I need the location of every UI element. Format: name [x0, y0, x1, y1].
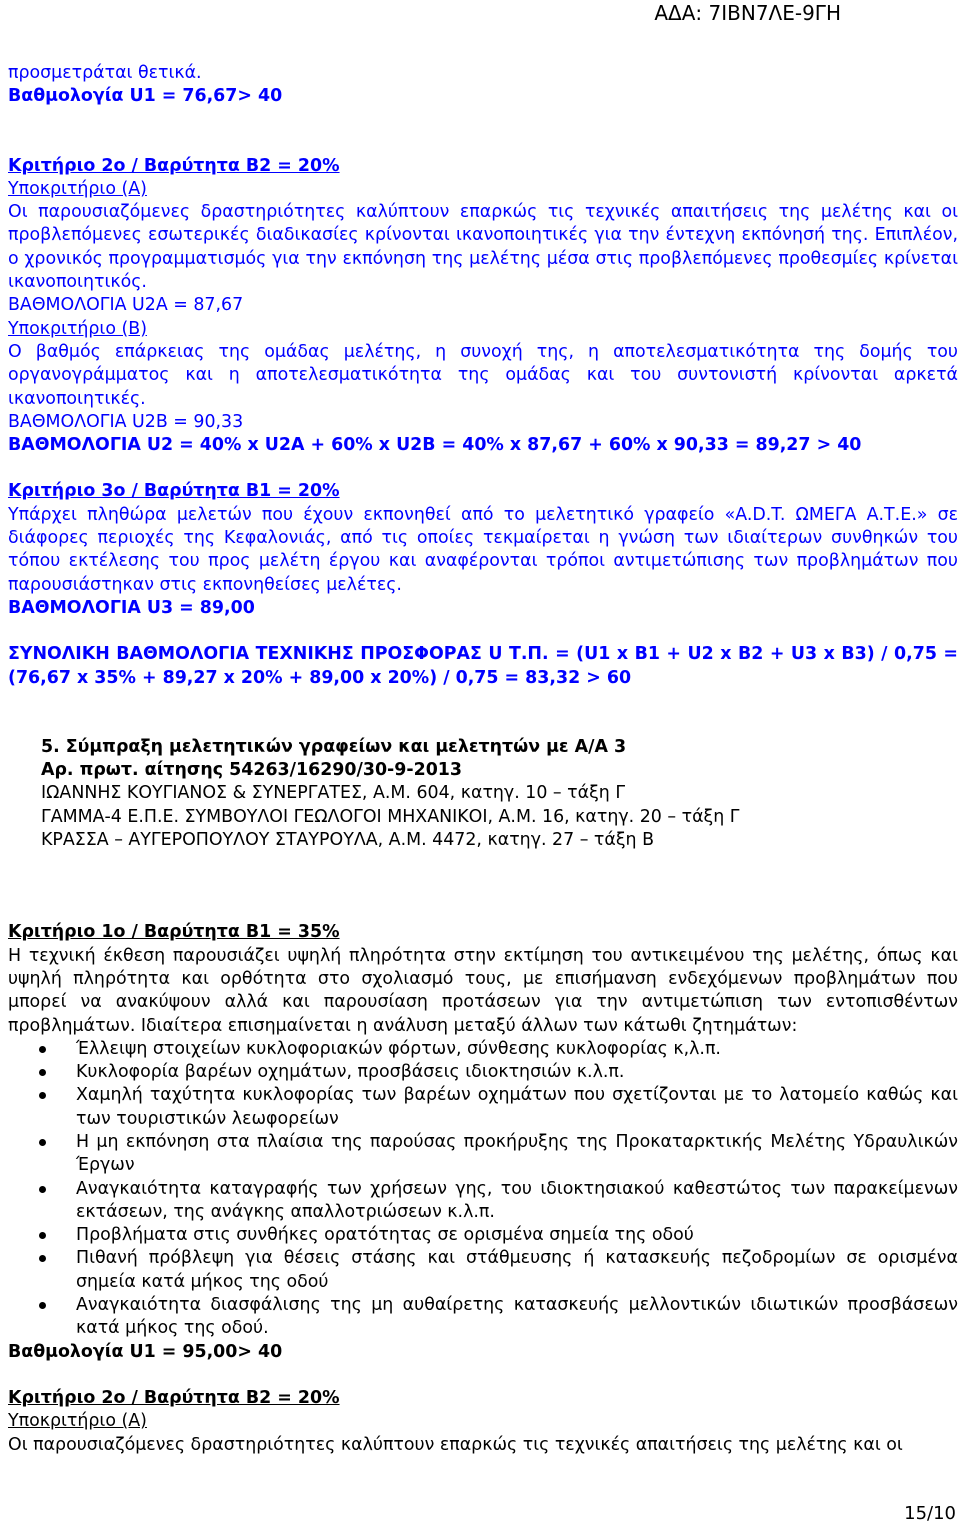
document-page	[8, 62, 958, 1457]
section-5-title: 5. Σύμπραξη μελετητικών γραφείων και μελετητών με Α/Α 3	[41, 736, 627, 757]
criterion-2-title: Κριτήριο 2ο / Βαρύτητα Β2 = 20%	[8, 155, 340, 176]
list-item: Αναγκαιότητα διασφάλισης της μη αυθαίρετης κατασκευής μελλοντικών ιδιωτικών προσβάσεων κατά μήκος της οδού.	[76, 1294, 958, 1341]
protocol-value: αίτησης 54263/16290/30-9-2013	[144, 760, 462, 781]
criterion-2-title-section5: Κριτήριο 2ο / Βαρύτητα Β2 = 20%	[8, 1387, 340, 1408]
score-u1-section5: Βαθμολογία U1 = 95,00> 40	[8, 1341, 283, 1362]
page-number: 15/10	[904, 1503, 956, 1524]
score-u2b: ΒΑΘΜΟΛΟΓΙΑ U2B = 90,33	[8, 411, 244, 432]
subcriterion-b-label: Υποκριτήριο (Β)	[8, 318, 147, 339]
subcriterion-b-text: Ο βαθμός επάρκειας της ομάδας μελέτης, η συνοχή της, η αποτελεσματικότητα της δομής του οργανογράμματος και η αποτελεσματικότητα της ομάδας και του συντονιστή κρίνονται αρκετά ικανοποιητικές.	[8, 341, 958, 409]
member-1: ΙΩΑΝΝΗΣ ΚΟΥΓΙΑΝΟΣ & ΣΥΝΕΡΓΑΤΕΣ, Α.Μ. 604, κατηγ. 10 – τάξη Γ	[41, 783, 626, 804]
criterion-1-text: Η τεχνική έκθεση παρουσιάζει υψηλή πληρότητα στην εκτίμηση του αντικειμένου της μελέτης, όπως και υψηλή πληρότητα και ορθότητα στο σχολιασμό τους, με επισήμανση ενδεχόμενων προβλημάτων που μπορεί να ανακύψουν αλλά και παρουσίαση προτάσεων για την αντιμετώπιση των εντοπισθέντων προβλημάτων. Ιδιαίτερα επισημαίνεται η ανάλυση μεταξύ άλλων των κάτωθι ζητημάτων:	[8, 945, 958, 1036]
subcriterion-a-text: Οι παρουσιαζόμενες δραστηριότητες καλύπτουν επαρκώς τις τεχνικές απαιτήσεις της μελέτης και οι προβλεπόμενες εσωτερικές διαδικασίες κρίνονται ικανοποιητικές για την έντεχνη εκπόνησή της. Επιπλέον, ο χρονικός προγραμματισμός για την εκπόνηση της μελέτης μέσα στις προβλεπόμενες προθεσμίες κρίνεται ικανοποιητικός.	[8, 202, 958, 293]
list-item: Αναγκαιότητα καταγραφής των χρήσεων γης, του ιδιοκτησιακού καθεστώτος των παρακείμενων εκτάσεων, της ανάγκης απαλλοτριώσεων κ.λ.π.	[76, 1178, 958, 1225]
protocol-label: Αρ. πρωτ.	[41, 760, 145, 781]
subcriterion-a-label-section5: Υποκριτήριο (Α)	[8, 1411, 147, 1432]
subcriterion-a-text-section5: Οι παρουσιαζόμενες δραστηριότητες καλύπτουν επαρκώς τις τεχνικές απαιτήσεις της μελέτης και οι	[8, 1434, 903, 1455]
list-item: Κυκλοφορία βαρέων οχημάτων, προσβάσεις ιδιοκτησιών κ.λ.π.	[76, 1061, 958, 1084]
member-3: ΚΡΑΣΣΑ – ΑΥΓΕΡΟΠΟΥΛΟΥ ΣΤΑΥΡΟΥΛΑ, Α.Μ. 4472, κατηγ. 27 – τάξη Β	[41, 830, 655, 851]
subcriterion-a-label: Υποκριτήριο (Α)	[8, 178, 147, 199]
criterion-3-title: Κριτήριο 3ο / Βαρύτητα Β1 = 20%	[8, 481, 340, 502]
protocol-line	[41, 759, 958, 782]
score-u2: ΒΑΘΜΟΛΟΓΙΑ U2 = 40% x U2A + 60% x U2B = 40% x 87,67 + 60% x 90,33 = 89,27 > 40	[8, 435, 862, 456]
score-u1: Βαθμολογία U1 = 76,67> 40	[8, 86, 283, 107]
issues-list	[8, 1038, 958, 1341]
list-item: Έλλειψη στοιχείων κυκλοφοριακών φόρτων, σύνθεσης κυκλοφορίας κ,λ.π.	[76, 1038, 958, 1061]
criterion-3-text: Υπάρχει πληθώρα μελετών που έχουν εκπονηθεί από το μελετητικό γραφείο «A.D.T. ΩΜΕΓΑ Α.Τ.Ε.» σε διάφορες περιοχές της Κεφαλονιάς, από τις οποίες τεκμαίρεται η γνώση των ιδιαίτερων συνθηκών του τόπου εκτέλεσης του προς μελέτη έργου και αναφέρονται τρόποι αντιμετώπισης των προβλημάτων που παρουσιάστηκαν στις εκπονηθείσες μελέτες.	[8, 504, 958, 595]
section-5-header	[8, 736, 958, 852]
total-technical-score: ΣΥΝΟΛΙΚΗ ΒΑΘΜΟΛΟΓΙΑ ΤΕΧΝΙΚΗΣ ΠΡΟΣΦΟΡΑΣ U Τ.Π. = (U1 x B1 + U2 x B2 + U3 x B3) / 0,75 = (76,67 x 35% + 89,27 x 20% + 89,00 x 20%) / 0,75 = 83,32 > 60	[8, 644, 958, 688]
list-item: Η μη εκπόνηση στα πλαίσια της παρούσας προκήρυξης της Προκαταρκτικής Μελέτης Υδραυλικών Έργων	[76, 1131, 958, 1178]
list-item: Προβλήματα στις συνθήκες ορατότητας σε ορισμένα σημεία της οδού	[76, 1224, 958, 1247]
list-item: Πιθανή πρόβλεψη για θέσεις στάσης και στάθμευσης ή κατασκευής πεζοδρομίων σε ορισμένα σημεία κατά μήκος της οδού	[76, 1247, 958, 1294]
criterion-1-title: Κριτήριο 1ο / Βαρύτητα Β1 = 35%	[8, 922, 340, 943]
list-item: Χαμηλή ταχύτητα κυκλοφορίας των βαρέων οχημάτων που σχετίζονται με το λατομείο καθώς και των τουριστικών λεωφορείων	[76, 1084, 958, 1131]
score-u2a: ΒΑΘΜΟΛΟΓΙΑ U2A = 87,67	[8, 295, 244, 316]
score-u3: ΒΑΘΜΟΛΟΓΙΑ U3 = 89,00	[8, 597, 255, 618]
document-ada-code: ΑΔΑ: 7ΙΒΝ7ΛΕ-9ΓΗ	[654, 1, 841, 25]
previous-line: προσμετράται θετικά.	[8, 63, 202, 83]
member-2: ΓΑΜΜΑ-4 Ε.Π.Ε. ΣΥΜΒΟΥΛΟΙ ΓΕΩΛΟΓΟΙ ΜΗΧΑΝΙΚΟΙ, Α.Μ. 16, κατηγ. 20 – τάξη Γ	[41, 806, 740, 827]
